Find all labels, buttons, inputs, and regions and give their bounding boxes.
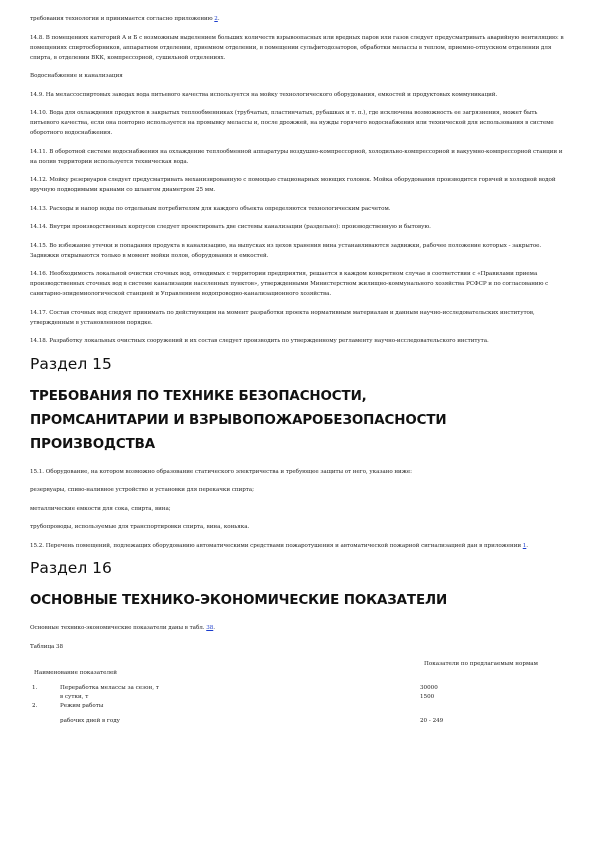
section-16-intro-end: . xyxy=(213,625,215,631)
subheading-water-supply: Водоснабжение и канализация xyxy=(30,73,123,79)
paragraph-14-17: 14.17. Состав сточных вод следует принимать по действующим на момент разработки проекта нормативным материалам и данным научно-исследовательских институтов, утвержденным в установленном порядке. xyxy=(30,309,535,326)
table-header-value: Показатели по предлагаемым нормам xyxy=(424,661,538,667)
appendix-1-link[interactable]: 1 xyxy=(522,542,527,549)
table-header-row xyxy=(30,660,565,678)
list-item-reservoirs: резервуары, спиво-наливное устройство и установки для перекачки спирта; xyxy=(30,487,254,493)
paragraph-14-11: 14.11. В оборотной системе водоснабжения на охлаждение теплообменной аппаратуры воздушно-компрессорной, холодильно-компрессорной и вакуумно-компрессорной станции и на полив территории используется техническая вода. xyxy=(30,148,563,165)
table-cell-num: 2. xyxy=(32,703,38,709)
table-row xyxy=(30,702,565,711)
paragraph-14-13: 14.13. Расходы и напор воды по отдельным потребителям для каждого объекта определяются технологическим расчетом. xyxy=(30,205,391,212)
top-text-end: . xyxy=(217,16,220,22)
list-item-metal-tanks: металлические емкости для сока, спирта, вина; xyxy=(30,505,171,512)
paragraph-14-16: 14.16. Необходимость локальной очистки сточных вод, отводимых с территории предприятия, решается в каждом конкретном случае в соответствии с «Правилами приема производственных сточных вод в системе канализации населенных пунктов», утвержденными Министерством жилищно-коммунального хозяйства РСФСР и по согласованию с санитарно-эпидемиологической станцией и Управлением водопроводно-канализационного хозяйства. xyxy=(30,271,549,297)
table-cell-value: 30000 xyxy=(420,685,438,691)
table-caption: Таблица 38 xyxy=(30,643,64,650)
paragraph-14-8: 14.8. В помещениях категорий А и Б с возможным выделением больших количеств взрывоопасных или вредных паров или газов следует предусматривать аварийную вентиляцию: в помещениях спиртосборников, аппаратном отделении, приемном отделении, в помещении сульфитодозаторов, обработки мелассы в теплом, приемно-отпускном отделении для спирта, в отделении ВКК, компрессорной, сушильной отделениях. xyxy=(30,34,564,61)
section-15-title-line: ПРОМСАНИТАРИИ И ВЗРЫВОПОЖАРОБЕЗОПАСНОСТИ xyxy=(30,412,447,428)
table-38-link[interactable]: 38 xyxy=(206,625,214,631)
section-15-number: Раздел 15 xyxy=(30,354,112,373)
table-row xyxy=(30,693,565,702)
paragraph-14-15: 14.15. Во избежание утечки и попадания продукта в канализацию, на выпусках из цехов хранения вина устанавливаются задвижки, рабочее положение которых - закрытое. Задвижки открываются только в момент мойки полов, оборудования и емкостей. xyxy=(30,242,542,259)
table-row xyxy=(30,684,565,693)
table-row xyxy=(30,717,565,726)
paragraph-14-14: 14.14. Внутри производственных корпусов следует проектировать две системы канализации (раздельно): производственную и бытовую. xyxy=(30,224,431,230)
paragraph-15-1: 15.1. Оборудование, на котором возможно образование статического электричества и требующее защиты от него, указано ниже: xyxy=(30,468,412,475)
table-cell-name: в сутки, т xyxy=(60,694,89,700)
section-16-number: Раздел 16 xyxy=(30,559,112,577)
section-15-title-line: ТРЕБОВАНИЯ ПО ТЕХНИКЕ БЕЗОПАСНОСТИ, xyxy=(30,388,367,404)
table-cell-value: 1500 xyxy=(420,694,435,700)
section-16-intro-text: Основные технико-экономические показатели даны в табл. xyxy=(30,625,207,631)
paragraph-14-18: 14.18. Разработку локальных очистных сооружений и их состав следует производить по утвержденному регламенту научно-исследовательского института. xyxy=(30,338,489,344)
table-cell-num: 1. xyxy=(32,685,38,691)
appendix-2-link[interactable]: 2 xyxy=(214,16,218,22)
paragraph-15-2-text: 15.2. Перечень помещений, подлежащих оборудованию автоматическими средствами пожаротушения и автоматической пожарной сигнализацией дан в приложении xyxy=(30,542,523,549)
section-15-title xyxy=(30,385,565,457)
top-text: требования технологии и принимается согласно приложению xyxy=(30,16,215,22)
paragraph-15-2 xyxy=(30,541,565,551)
section-16-intro xyxy=(30,623,565,633)
paragraph-14-12: 14.12. Мойку резервуаров следует предусматривать механизированную с помощью стационарных моющих головок. Мойка оборудования производится горячей и холодной водой вручную подводимыми кранами со шлангом диаметром 25 мм. xyxy=(30,177,556,193)
table-cell-name: рабочих дней в году xyxy=(60,718,120,724)
table-header-name: Наименование показателей xyxy=(34,670,118,676)
paragraph-14-10: 14.10. Вода для охлаждения продуктов в закрытых теплообменниках (трубчатых, пластинчатых, рубашках и т. п.), где исключена возможность ее загрязнения, может быть питьевого качества, если она повторно используется на промывку мелассы и, после дрожжей, на нужды горячего водоснабжения или технической для использования в системе оборотного водоснабжения. xyxy=(30,110,554,136)
table-cell-name: Переработка мелассы за сезон, т xyxy=(60,685,159,691)
list-item-pipelines: трубопроводы, используемые для транспортировки спирта, вина, коньяка. xyxy=(30,524,250,530)
top-paragraph xyxy=(30,14,565,24)
table-cell-value: 20 - 249 xyxy=(420,718,444,724)
paragraph-14-9: 14.9. На мелассоспиртовых заводах вода питьевого качества используется на мойку технологического оборудования, емкостей и продуктовых коммуникаций. xyxy=(30,91,498,98)
paragraph-15-2-end: . xyxy=(526,542,529,549)
section-16-title: ОСНОВНЫЕ ТЕХНИКО-ЭКОНОМИЧЕСКИЕ ПОКАЗАТЕЛИ xyxy=(30,593,448,608)
section-15-title-line: ПРОИЗВОДСТВА xyxy=(30,436,155,452)
indicators-table xyxy=(30,660,565,726)
table-cell-name: Режим работы xyxy=(60,703,104,709)
